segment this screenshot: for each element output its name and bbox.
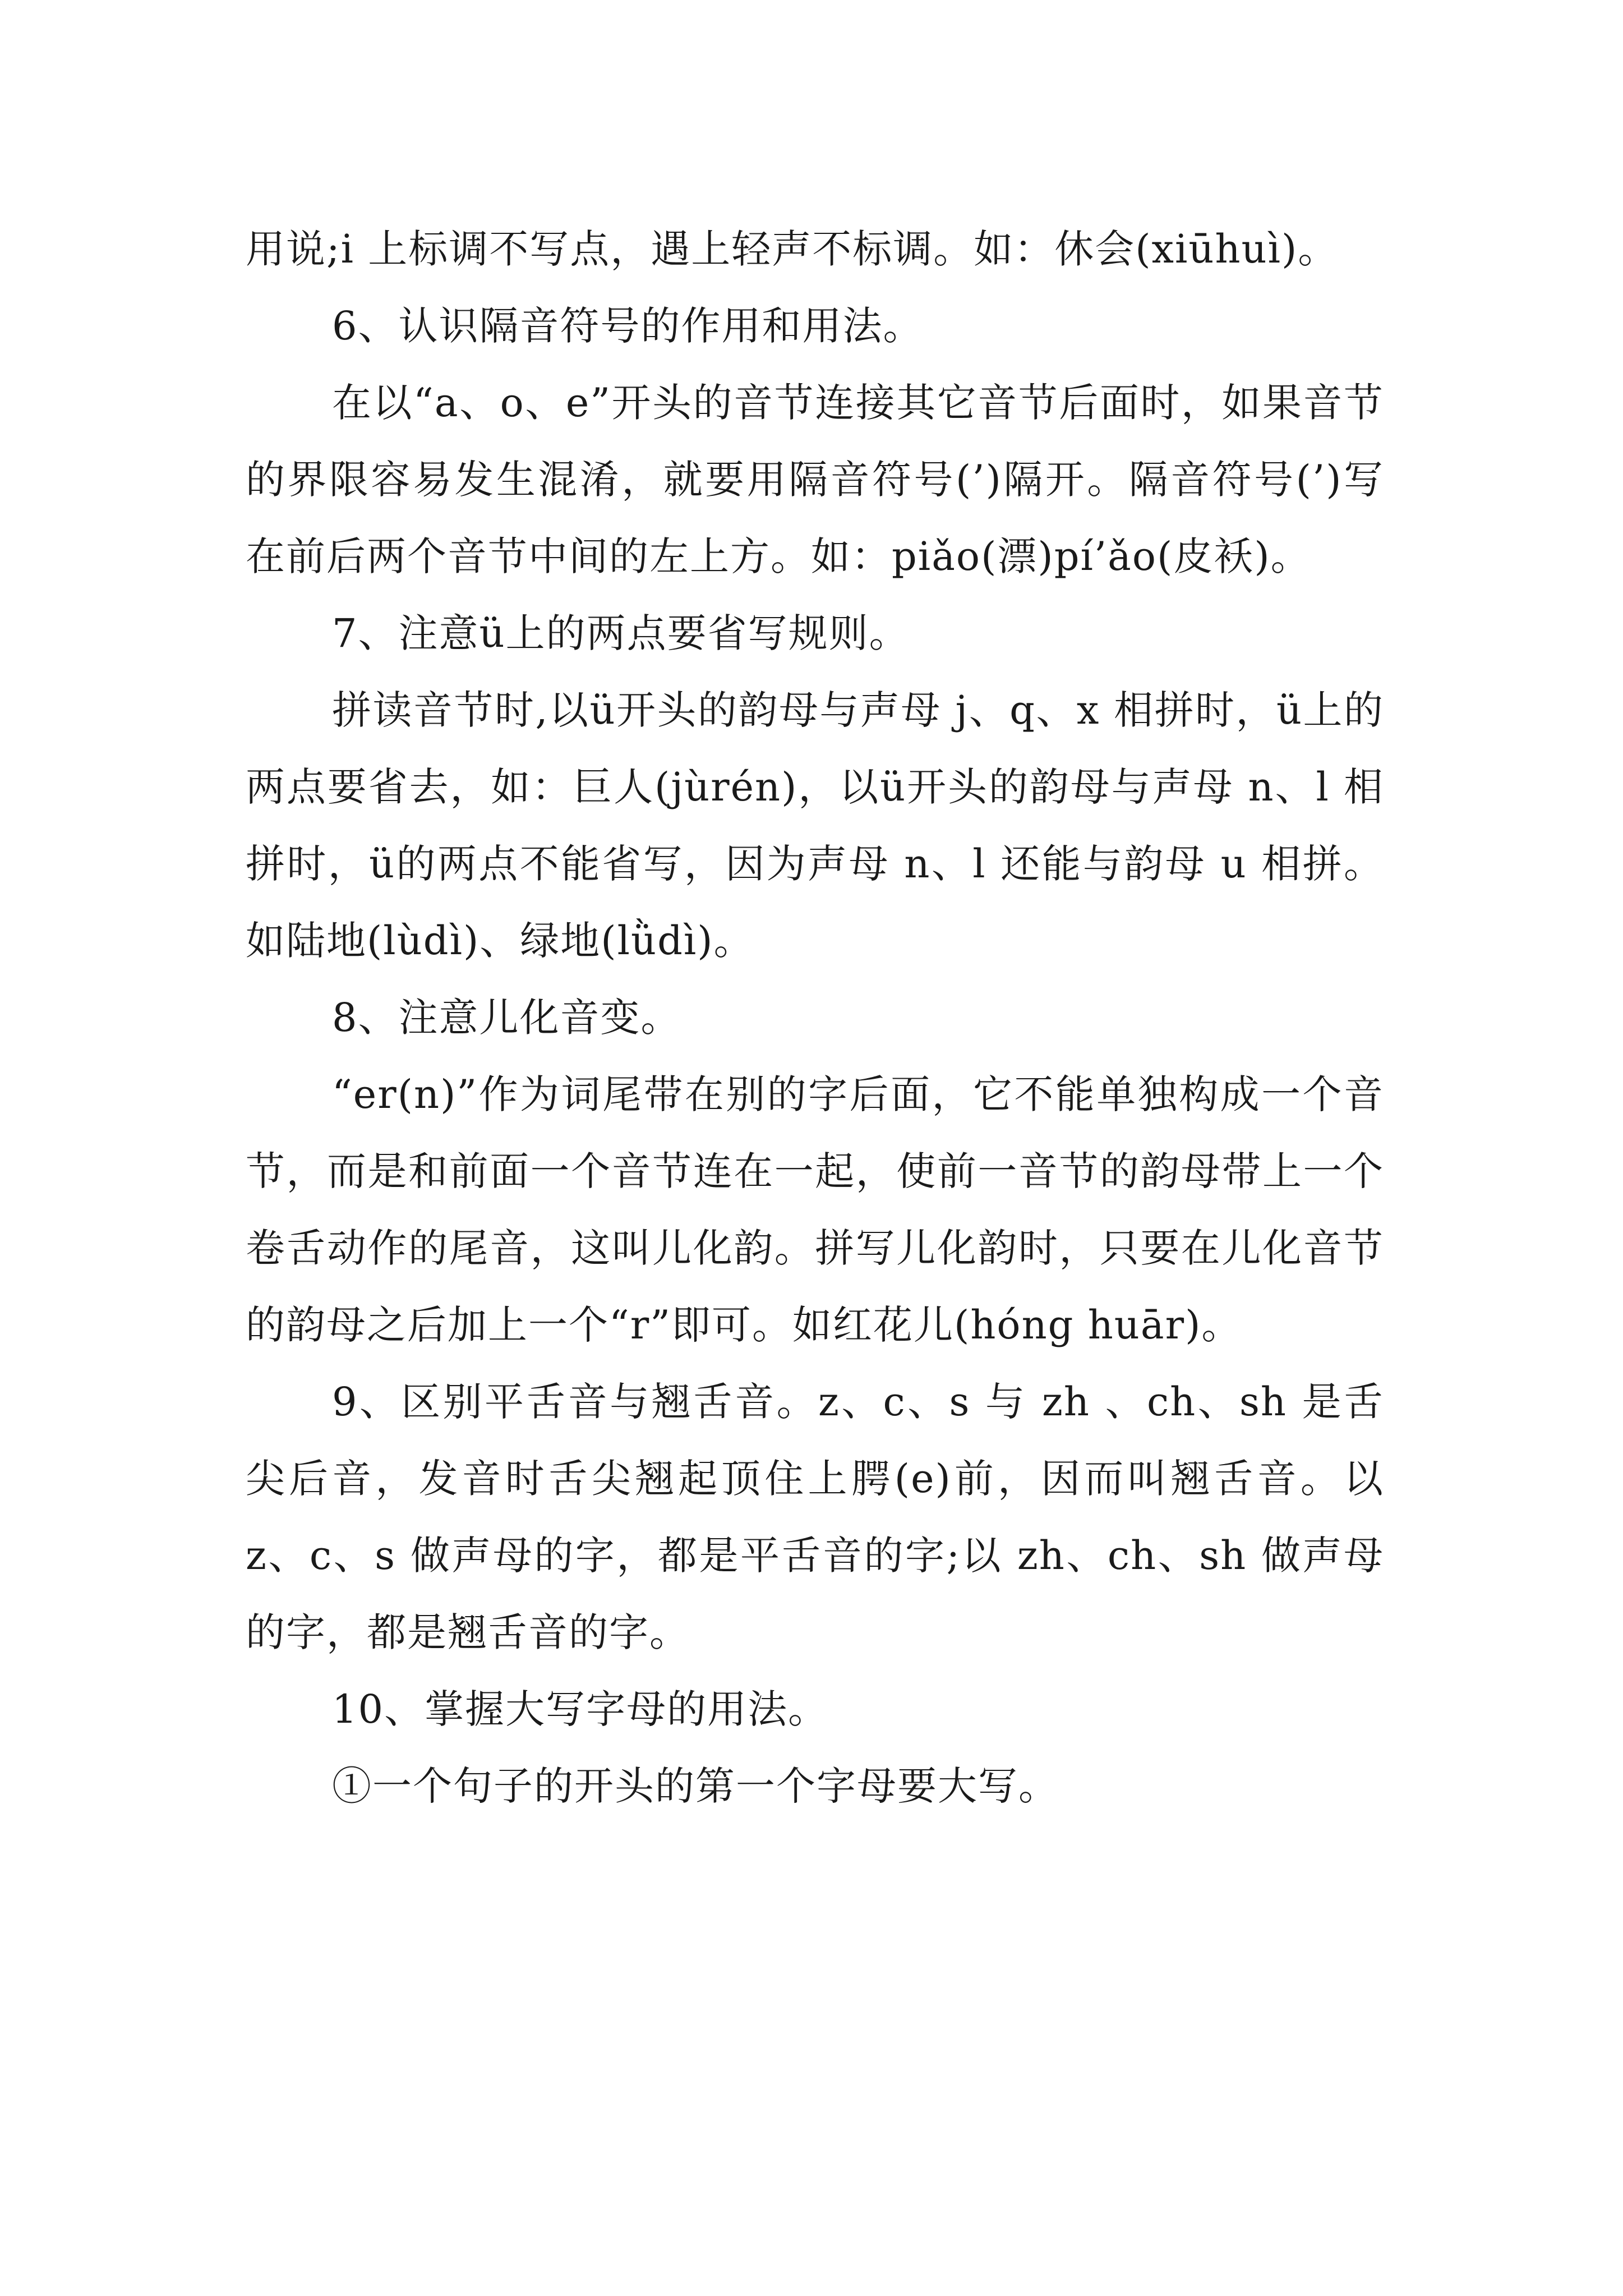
heading-10-capital-letters: 10、掌握大写字母的用法。 bbox=[332, 1686, 829, 1732]
list-item-capital-sentence-start: ①一个句子的开头的第一个字母要大写。 bbox=[332, 1763, 1059, 1809]
paragraph-9-flat-retroflex: 9、区别平舌音与翘舌音。z、c、s 与 zh 、ch、sh 是舌尖后音，发音时舌尖翘起顶住上腭(e)前，因而叫翘舌音。以 z、c、s 做声母的字，都是平舌音的字;以 zh、ch、sh 做声母的字，都是翘舌音的字。 bbox=[246, 1379, 1384, 1655]
heading-6-syllable-separator: 6、认识隔音符号的作用和用法。 bbox=[332, 303, 924, 349]
document-page bbox=[246, 211, 1384, 1825]
paragraph-erhua: “er(n)”作为词尾带在别的字后面，它不能单独构成一个音节，而是和前面一个音节连在一起，使前一音节的韵母带上一个卷舌动作的尾音，这叫儿化韵。拼写儿化韵时，只要在儿化音节的韵母之后加上一个“r”即可。如红花儿(hóng huār)。 bbox=[246, 1071, 1384, 1348]
heading-7-umlaut-rule: 7、注意ü上的两点要省写规则。 bbox=[332, 610, 910, 656]
heading-8-erhua: 8、注意儿化音变。 bbox=[332, 995, 681, 1041]
paragraph-syllable-separator: 在以“a、o、e”开头的音节连接其它音节后面时，如果音节的界限容易发生混淆，就要用隔音符号(’)隔开。隔音符号(’)写在前后两个音节中间的左上方。如：piǎo(漂)pí’ǎo(皮袄)。 bbox=[246, 380, 1384, 579]
paragraph-tone-rule-continued: 用说;i 上标调不写点，遇上轻声不标调。如：休会(xiūhuì)。 bbox=[246, 226, 1339, 272]
paragraph-umlaut-rule: 拼读音节时,以ü开头的韵母与声母 j、q、x 相拼时，ü上的两点要省去，如：巨人(jùrén)，以ü开头的韵母与声母 n、l 相拼时，ü的两点不能省写，因为声母 n、l 还能与韵母 u 相拼。如陆地(lùdì)、绿地(lǜdì)。 bbox=[246, 687, 1384, 964]
